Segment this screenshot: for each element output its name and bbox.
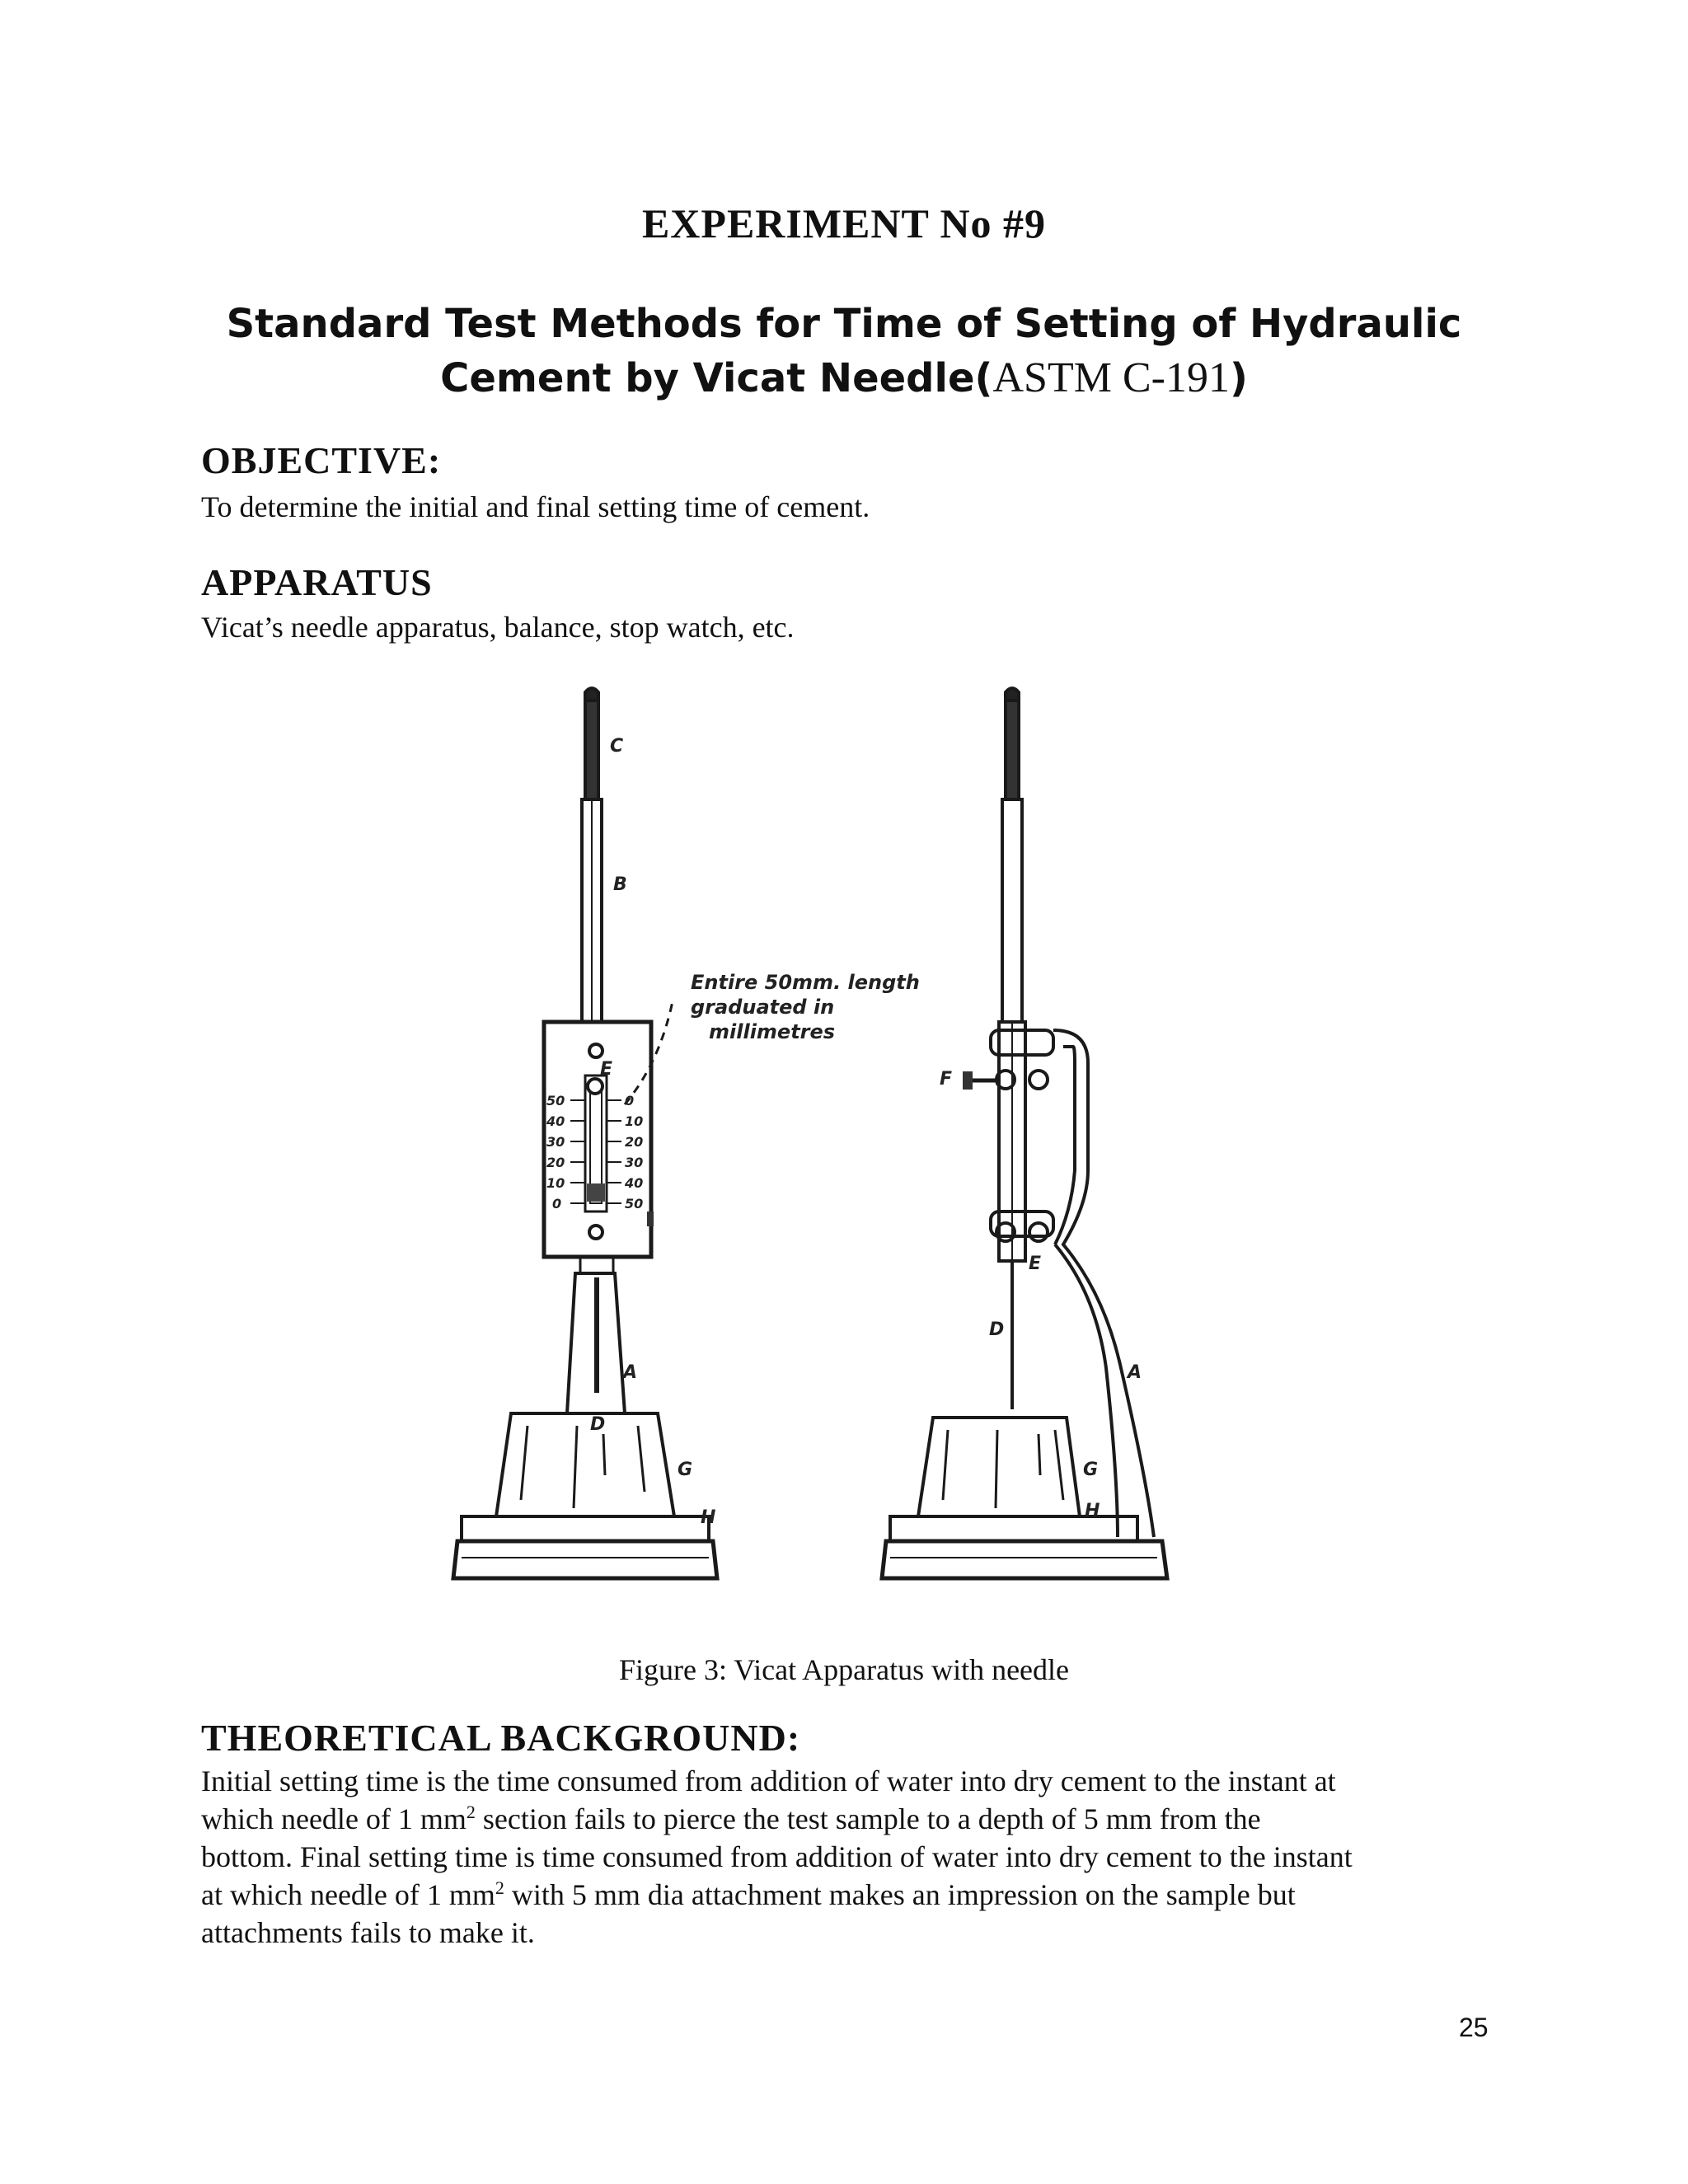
scale-right-4: 40: [625, 1175, 644, 1191]
left-apparatus-drawing: [453, 688, 717, 1578]
label-a-left: A: [623, 1362, 638, 1383]
line-2-superscript: 2: [466, 1802, 476, 1822]
title-standard: ASTM C-191: [992, 354, 1230, 401]
graduation-note: [691, 971, 920, 1043]
right-apparatus-labels: [940, 1069, 1142, 1521]
label-b: B: [613, 874, 627, 895]
line-4-superscript: 2: [495, 1877, 504, 1898]
title-line-2: [0, 351, 1688, 405]
title-line-1: Standard Test Methods for Time of Setting of Hydraulic: [226, 301, 1462, 347]
background-line-3: bottom. Final setting time is time consumed from addition of water into dry cement to the instant: [201, 1840, 1353, 1873]
note-line-3: millimetres: [709, 1020, 836, 1043]
apparatus-heading: APPARATUS: [201, 561, 433, 603]
scale-left-0: 50: [546, 1093, 565, 1108]
scale-left-3: 20: [546, 1155, 565, 1170]
label-d-right: D: [989, 1319, 1005, 1340]
background-text: [201, 1762, 1503, 1952]
line-2-pre: which needle of 1 mm: [201, 1802, 467, 1835]
background-line-5: attachments fails to make it.: [201, 1916, 535, 1949]
page-number: 25: [1459, 2013, 1489, 2042]
title-line-2-main: Cement by Vicat Needle: [440, 355, 975, 401]
page-title: [0, 297, 1688, 405]
label-h-left: H: [701, 1507, 716, 1528]
line-2-post: section fails to pierce the test sample to a depth of 5 mm from the: [475, 1802, 1261, 1835]
line-4-pre: at which needle of 1 mm: [201, 1878, 495, 1911]
label-c: C: [610, 736, 624, 757]
title-open-bracket: (: [974, 355, 993, 401]
scale-right-3: 30: [625, 1155, 644, 1170]
experiment-number: EXPERIMENT No #9: [641, 200, 1047, 246]
label-f-right: F: [940, 1069, 953, 1090]
objective-text: To determine the initial and final setting time of cement.: [201, 490, 870, 523]
label-g-left: G: [678, 1460, 693, 1480]
scale-right-5: 50: [625, 1196, 644, 1212]
scale-left-2: 30: [546, 1134, 565, 1150]
label-d-left: D: [590, 1414, 606, 1435]
apparatus-text: Vicat’s needle apparatus, balance, stop watch, etc.: [201, 611, 795, 644]
vicat-apparatus-figure: [429, 684, 1286, 1632]
scale-left-4: 10: [546, 1175, 565, 1191]
right-apparatus-drawing: [882, 688, 1167, 1578]
label-a-right: A: [1128, 1362, 1142, 1383]
label-e-right: E: [1029, 1254, 1042, 1274]
background-line-4: [201, 1876, 1503, 1914]
scale-left-5: 0: [552, 1196, 562, 1212]
line-4-post: with 5 mm dia attachment makes an impression on the sample but: [504, 1878, 1296, 1911]
scale-left-1: 40: [546, 1113, 565, 1129]
label-e-left: E: [600, 1059, 613, 1080]
scale-right-0: 0: [625, 1093, 635, 1108]
note-line-2: graduated in: [691, 996, 835, 1019]
background-line-1: Initial setting time is the time consumed from addition of water into dry cement to the instant at: [201, 1765, 1336, 1797]
label-g-right: G: [1083, 1460, 1099, 1480]
scale-right-2: 20: [625, 1134, 644, 1150]
label-h-right: H: [1085, 1501, 1100, 1521]
background-line-2: [201, 1800, 1503, 1838]
objective-heading: OBJECTIVE:: [201, 439, 442, 481]
title-close-bracket: ): [1229, 355, 1248, 401]
background-heading: THEORETICAL BACKGROUND:: [201, 1717, 801, 1759]
scale-right-1: 10: [625, 1113, 644, 1129]
figure-caption: Figure 3: Vicat Apparatus with needle: [618, 1653, 1070, 1686]
note-line-1: Entire 50mm. length: [691, 971, 920, 994]
